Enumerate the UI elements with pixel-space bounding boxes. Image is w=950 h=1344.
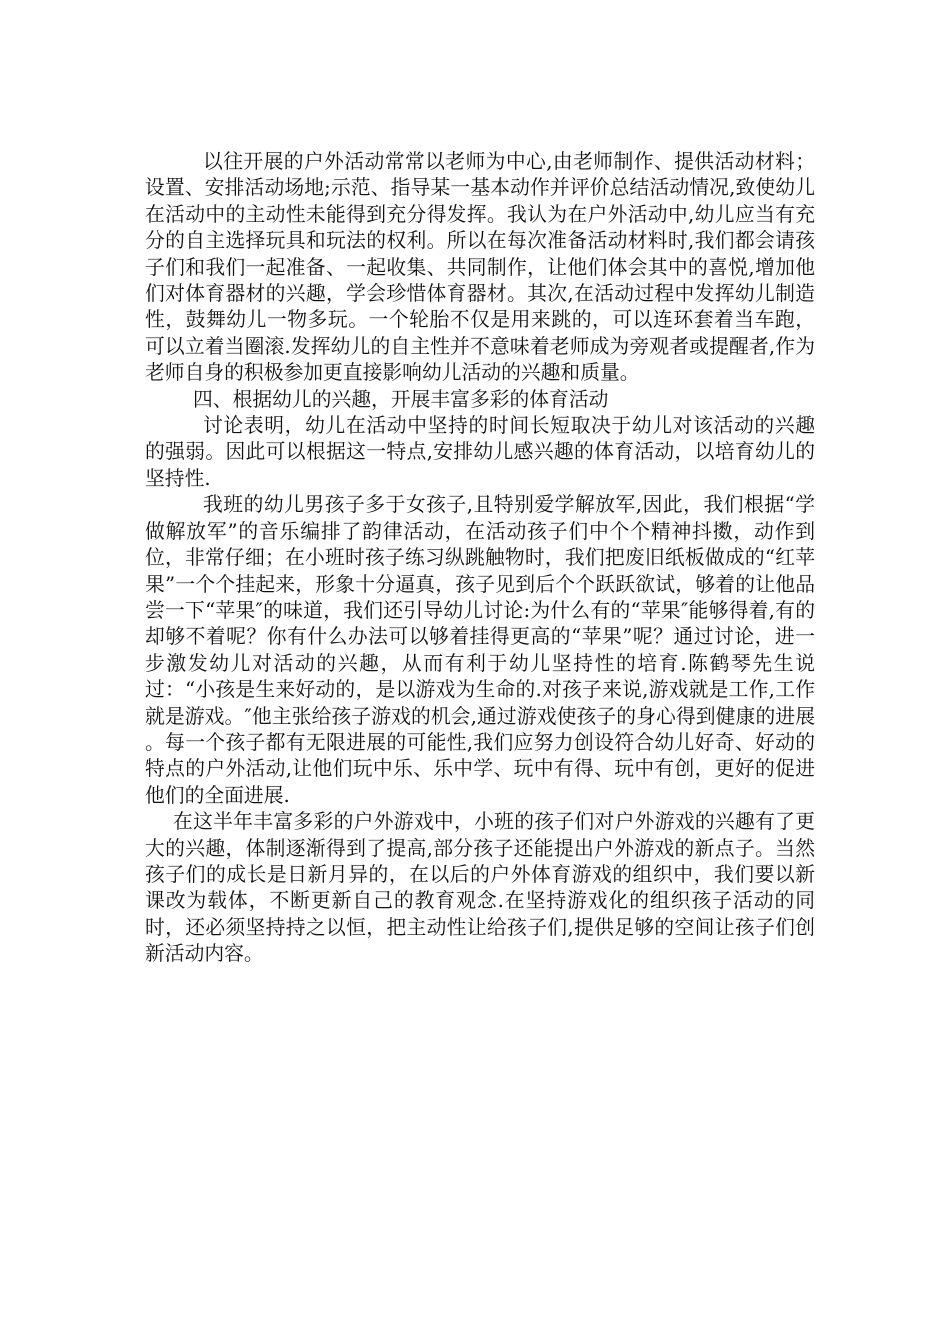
paragraph-conclusion: 在这半年丰富多彩的户外游戏中，小班的孩子们对户外游戏的兴趣有了更大的兴趣，体制逐渐得到了提高,部分孩子还能提出户外游戏的新点子。当然孩子们的成长是日新月异的，在以后的户外体育游戏的组织中，我们要以新课改为载体，不断更新自己的教育观念.在坚持游戏化的组织孩子活动的同时，还必须坚持持之以恒，把主动性让给孩子们,提供足够的空间让孩子们创新活动内容。 <box>145 810 815 966</box>
paragraph-interest-research: 讨论表明，幼儿在活动中坚持的时间长短取决于幼儿对该活动的兴趣的强弱。因此可以根据这一特点,安排幼儿感兴趣的体育活动，以培育幼儿的坚持性. <box>145 414 815 490</box>
section-heading-four: 四、根据幼儿的兴趣，开展丰富多彩的体育活动 <box>193 387 609 411</box>
paragraph-teacher-centered: 以往开展的户外活动常常以老师为中心,由老师制作、提供活动材料；设置、安排活动场地;示范、指导某一基本动作并评价总结活动情况,致使幼儿在活动中的主动性未能得到充分得发挥。我认为在户外活动中,幼儿应当有充分的自主选择玩具和玩法的权利。所以在每次准备活动材料时,我们都会请孩子们和我们一起准备、一起收集、共同制作，让他们体会其中的喜悦,增加他们对体育器材的兴趣，学会珍惜体育器材。其次,在活动过程中发挥幼儿制造性，鼓舞幼儿一物多玩。一个轮胎不仅是用来跳的，可以连环套着当车跑，可以立着当圈滚.发挥幼儿的自主性并不意味着老师成为旁观者或提醒者,作为老师自身的积极参加更直接影响幼儿活动的兴趣和质量。 <box>145 150 815 385</box>
document-body <box>145 149 815 968</box>
paragraph-class-example: 我班的幼儿男孩子多于女孩子,且特别爱学解放军,因此，我们根据“学做解放军”的音乐编排了韵律活动，在活动孩子们中个个精神抖擞，动作到位，非常仔细；在小班时孩子练习纵跳触物时，我们把废旧纸板做成的“红苹果”一个个挂起来，形象十分逼真，孩子见到后个个跃跃欲试，够着的让他品尝一下“苹果″的味道，我们还引导幼儿讨论:为什么有的“苹果″能够得着,有的却够不着呢？你有什么办法可以够着挂得更高的“苹果”呢？通过讨论，进一步激发幼儿对活动的兴趣，从而有利于幼儿坚持性的培育.陈鹤琴先生说过：“小孩是生来好动的，是以游戏为生命的.对孩子来说,游戏就是工作,工作就是游戏。″他主张给孩子游戏的机会,通过游戏使孩子的身心得到健康的进展 。每一个孩子都有无限进展的可能性,我们应努力创设符合幼儿好奇、好动的特点的户外活动,让他们玩中乐、乐中学、玩中有得、玩中有创，更好的促进他们的全面进展. <box>145 493 815 807</box>
